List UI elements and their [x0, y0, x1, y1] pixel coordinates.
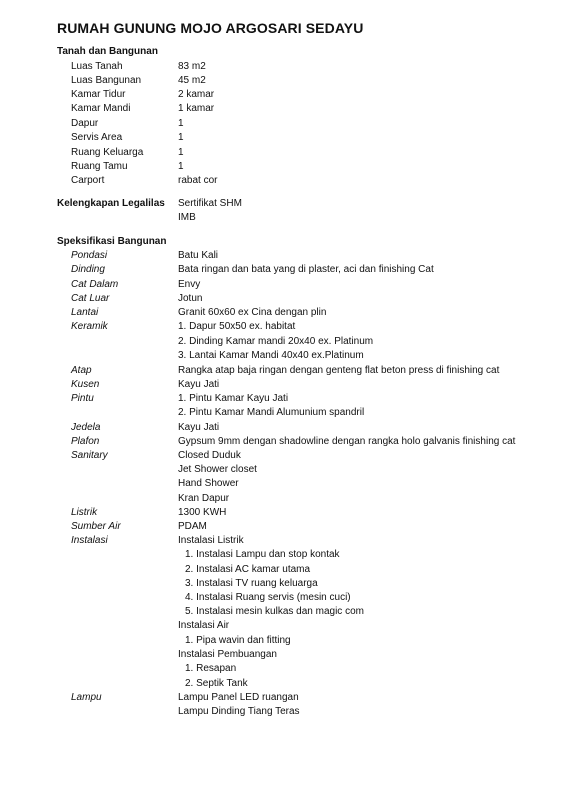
value-keramik-1: 1. Dapur 50x50 ex. habitat: [178, 321, 296, 332]
label-cat-luar: Cat Luar: [71, 293, 110, 304]
value-instalasi-pembuangan-2: 2. Septik Tank: [185, 678, 248, 689]
section-heading-spesifikasi: Speksifikasi Bangunan: [57, 236, 167, 247]
value-jedela: Kayu Jati: [178, 422, 220, 433]
value-lantai: Granit 60x60 ex Cina dengan plin: [178, 307, 327, 318]
value-sanitary-4: Kran Dapur: [178, 493, 230, 504]
value-ruang-keluarga: 1: [178, 147, 184, 158]
section-heading-tanah: Tanah dan Bangunan: [57, 46, 158, 57]
value-luas-bangunan: 45 m2: [178, 75, 206, 86]
value-servis-area: 1: [178, 132, 184, 143]
label-kusen: Kusen: [71, 379, 100, 390]
value-sanitary-2: Jet Shower closet: [178, 464, 257, 475]
label-sanitary: Sanitary: [71, 450, 108, 461]
value-kusen: Kayu Jati: [178, 379, 220, 390]
value-pintu-2: 2. Pintu Kamar Mandi Alumunium spandril: [178, 407, 365, 418]
label-pondasi: Pondasi: [71, 250, 108, 261]
value-instalasi-listrik-2: 2. Instalasi AC kamar utama: [185, 564, 311, 575]
value-keramik-3: 3. Lantai Kamar Mandi 40x40 ex.Platinum: [178, 350, 364, 361]
value-instalasi-listrik-5: 5. Instalasi mesin kulkas dan magic com: [185, 606, 364, 617]
value-carport: rabat cor: [178, 175, 218, 186]
page-title: RUMAH GUNUNG MOJO ARGOSARI SEDAYU: [57, 20, 364, 36]
value-sanitary-1: Closed Duduk: [178, 450, 241, 461]
value-instalasi-pembuangan-1: 1. Resapan: [185, 663, 237, 674]
value-luas-tanah: 83 m2: [178, 61, 206, 72]
value-lampu-1: Lampu Panel LED ruangan: [178, 692, 299, 703]
label-ruang-tamu: Ruang Tamu: [71, 161, 128, 172]
value-sertifikat: Sertifikat SHM: [178, 198, 242, 209]
label-lantai: Lantai: [71, 307, 99, 318]
label-dinding: Dinding: [71, 264, 105, 275]
label-luas-tanah: Luas Tanah: [71, 61, 123, 72]
label-keramik: Keramik: [71, 321, 108, 332]
value-dinding: Bata ringan dan bata yang di plaster, aci dan finishing Cat: [178, 264, 434, 275]
value-instalasi-listrik-1: 1. Instalasi Lampu dan stop kontak: [185, 549, 340, 560]
value-cat-dalam: Envy: [178, 279, 201, 290]
value-pondasi: Batu Kali: [178, 250, 219, 261]
value-atap: Rangka atap baja ringan dengan genteng flat beton press di finishing cat: [178, 365, 500, 376]
value-instalasi-listrik-4: 4. Instalasi Ruang servis (mesin cuci): [185, 592, 351, 603]
value-instalasi-listrik-3: 3. Instalasi TV ruang keluarga: [185, 578, 318, 589]
label-listrik: Listrik: [71, 507, 98, 518]
label-luas-bangunan: Luas Bangunan: [71, 75, 142, 86]
label-instalasi: Instalasi: [71, 535, 108, 546]
value-ruang-tamu: 1: [178, 161, 184, 172]
value-lampu-2: Lampu Dinding Tiang Teras: [178, 706, 300, 717]
value-instalasi-air-1: 1. Pipa wavin dan fitting: [185, 635, 291, 646]
value-kamar-tidur: 2 kamar: [178, 89, 215, 100]
label-carport: Carport: [71, 175, 105, 186]
label-plafon: Plafon: [71, 436, 100, 447]
value-instalasi-air-heading: Instalasi Air: [178, 620, 230, 631]
label-servis-area: Servis Area: [71, 132, 123, 143]
label-kamar-mandi: Kamar Mandi: [71, 103, 131, 114]
value-sumber-air: PDAM: [178, 521, 207, 532]
value-cat-luar: Jotun: [178, 293, 203, 304]
value-sanitary-3: Hand Shower: [178, 478, 239, 489]
label-cat-dalam: Cat Dalam: [71, 279, 119, 290]
value-instalasi-listrik-heading: Instalasi Listrik: [178, 535, 244, 546]
value-dapur: 1: [178, 118, 184, 129]
label-kamar-tidur: Kamar Tidur: [71, 89, 126, 100]
value-plafon: Gypsum 9mm dengan shadowline dengan rangka holo galvanis finishing cat: [178, 436, 516, 447]
label-ruang-keluarga: Ruang Keluarga: [71, 147, 144, 158]
label-dapur: Dapur: [71, 118, 99, 129]
value-keramik-2: 2. Dinding Kamar mandi 20x40 ex. Platinum: [178, 336, 374, 347]
label-lampu: Lampu: [71, 692, 102, 703]
label-pintu: Pintu: [71, 393, 94, 404]
value-imb: IMB: [178, 212, 196, 223]
label-jedela: Jedela: [71, 422, 101, 433]
value-kamar-mandi: 1 kamar: [178, 103, 215, 114]
label-sumber-air: Sumber Air: [71, 521, 121, 532]
section-heading-legalitas: Kelengkapan Legalilas: [57, 198, 165, 209]
value-listrik: 1300 KWH: [178, 507, 227, 518]
value-pintu-1: 1. Pintu Kamar Kayu Jati: [178, 393, 289, 404]
label-atap: Atap: [71, 365, 92, 376]
value-instalasi-pembuangan-heading: Instalasi Pembuangan: [178, 649, 277, 660]
